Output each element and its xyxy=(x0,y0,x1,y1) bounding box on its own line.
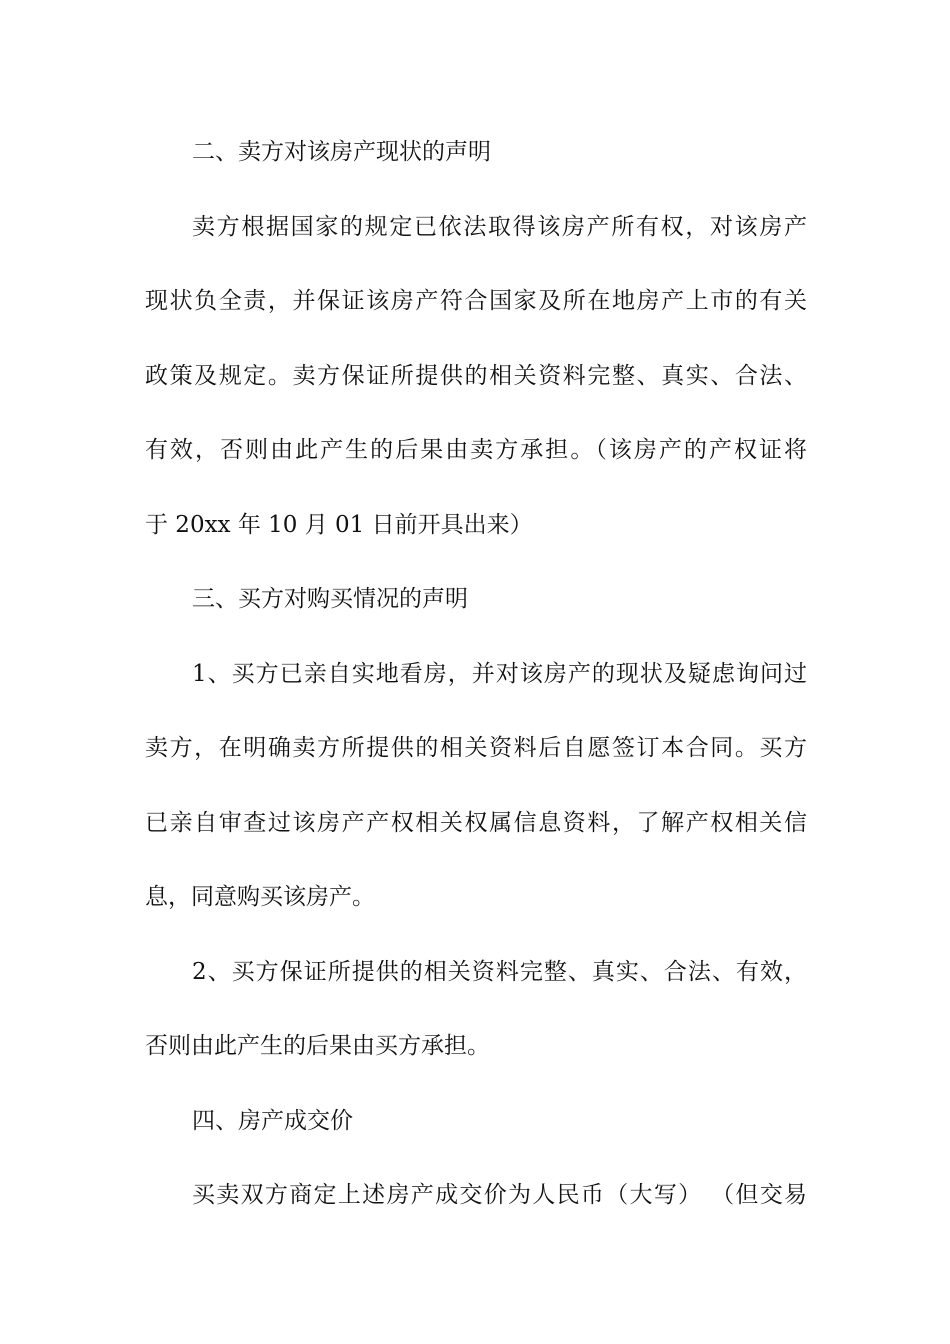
paragraph-line: 已亲自审查过该房产产权相关权属信息资料，了解产权相关信 xyxy=(145,809,807,836)
section-heading-buyer-statement: 三、买方对购买情况的声明 xyxy=(192,586,468,612)
paragraph-line: 有效，否则由此产生的后果由卖方承担。（该房产的产权证将 xyxy=(145,437,807,463)
paragraph-line: 政策及规定。卖方保证所提供的相关资料完整、真实、合法、 xyxy=(145,362,807,389)
section-heading-seller-statement: 二、卖方对该房产现状的声明 xyxy=(192,139,491,165)
paragraph-line: 1、买方已亲自实地看房，并对该房产的现状及疑虑询问过 xyxy=(192,660,807,687)
paragraph-line: 2、买方保证所提供的相关资料完整、真实、合法、有效， xyxy=(192,958,807,985)
paragraph-line: 否则由此产生的后果由买方承担。 xyxy=(145,1033,490,1059)
section-heading-price: 四、房产成交价 xyxy=(192,1107,353,1134)
paragraph-line: 买卖双方商定上述房产成交价为人民币（大写） （但交易 xyxy=(192,1182,807,1208)
paragraph-line: 于 20xx 年 10 月 01 日前开具出来） xyxy=(145,511,533,538)
document-body xyxy=(145,127,807,1245)
paragraph-line: 息，同意购买该房产。 xyxy=(145,884,375,910)
paragraph-line: 卖方根据国家的规定已依法取得该房产所有权，对该房产 xyxy=(192,213,807,240)
paragraph-line: 现状负全责，并保证该房产符合国家及所在地房产上市的有关 xyxy=(145,288,807,314)
paragraph-line: 卖方，在明确卖方所提供的相关资料后自愿签订本合同。买方 xyxy=(145,735,807,761)
